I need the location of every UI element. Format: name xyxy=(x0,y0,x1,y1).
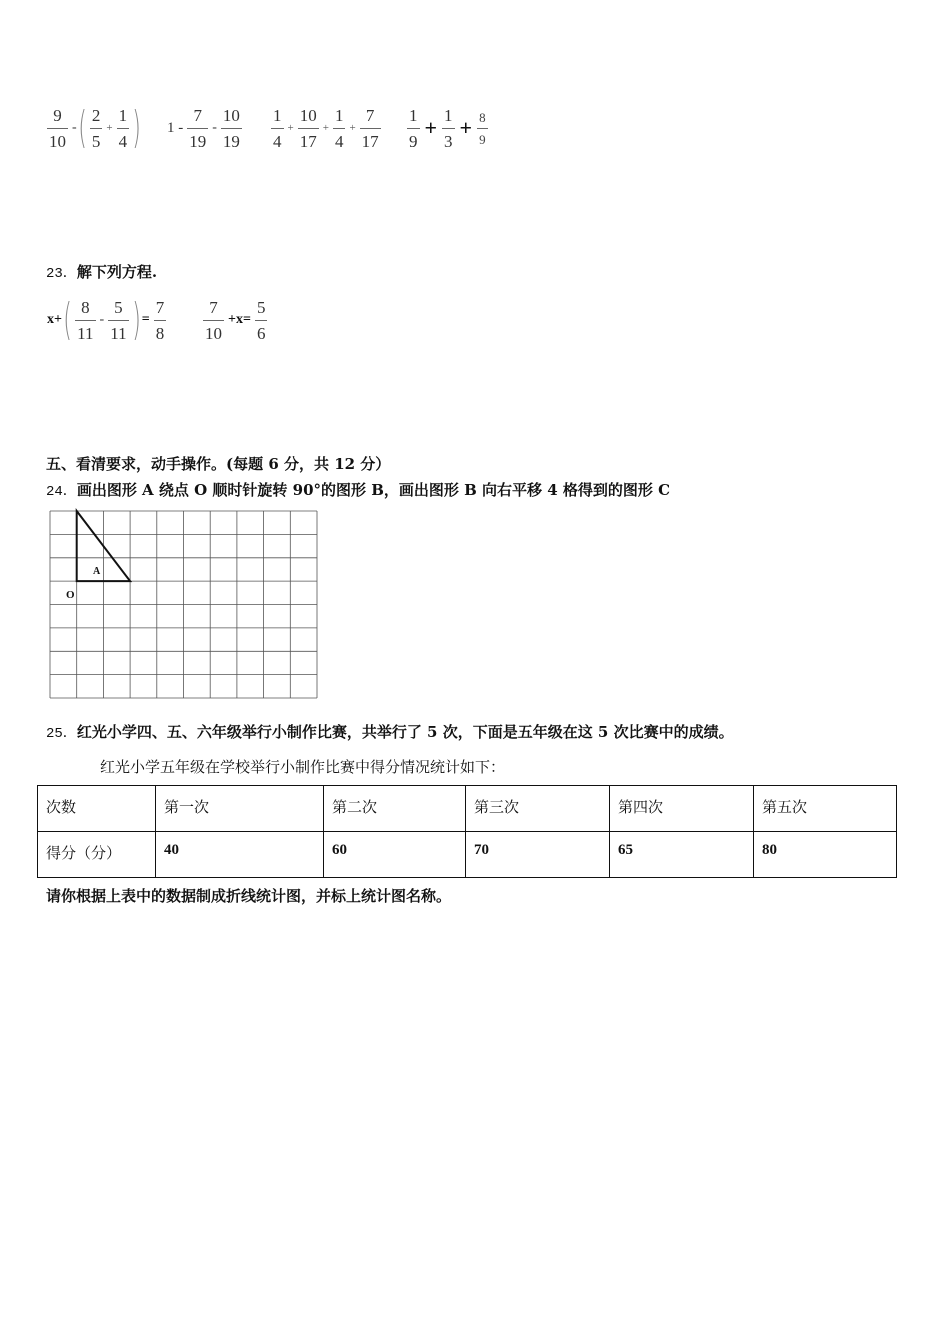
fraction: $\frac{9}{10}$ xyxy=(49,105,66,151)
header-cell: 次数 xyxy=(38,786,156,832)
score-cell: 40 xyxy=(156,832,324,878)
row-label: 得分（分） xyxy=(38,832,156,878)
fraction: $\frac{1}{4}$ xyxy=(273,105,282,151)
expression-1 xyxy=(44,100,141,156)
fraction: $\frac{7}{19}$ xyxy=(189,105,207,151)
minus-sign: - xyxy=(99,312,105,327)
fraction: $\frac{7}{17}$ xyxy=(361,105,379,151)
instruction-text: 请你根据上表中的数据制成折线统计图，并标上统计图名称。 xyxy=(46,887,452,905)
header-cell: 第二次 xyxy=(324,786,466,832)
fraction: $\frac{10}{19}$ xyxy=(222,105,240,151)
header-cell: 第五次 xyxy=(754,786,897,832)
expression-2 xyxy=(166,100,245,156)
question-24-text: 24．画出图形 A 绕点 O 顺时针旋转 90°的图形 B，画出图形 B 向右平移 4 格得到的图形 C xyxy=(46,481,671,500)
right-paren: ) xyxy=(131,294,141,345)
plus-sign: + xyxy=(349,122,356,134)
fraction: $\frac{1}{4}$ xyxy=(334,105,344,151)
table-row xyxy=(38,832,897,878)
plus-x-equals: +x= xyxy=(228,312,251,327)
fraction: $\frac{5}{11}$ xyxy=(110,297,127,343)
table-header-row xyxy=(38,786,897,832)
score-cell: 60 xyxy=(324,832,466,878)
header-cell: 第一次 xyxy=(156,786,324,832)
grid-lines xyxy=(50,511,317,698)
left-paren: ( xyxy=(77,102,87,153)
header-cell: 第四次 xyxy=(610,786,754,832)
fraction: $\frac{5}{6}$ xyxy=(256,297,266,343)
equation-1 xyxy=(46,292,169,348)
fraction: $\frac{8}{11}$ xyxy=(77,297,94,343)
question-25-text: 25．红光小学四、五、六年级举行小制作比赛，共举行了 5 次，下面是五年级在这 5 次比赛中的成绩。 xyxy=(46,723,734,742)
right-paren: ) xyxy=(132,102,141,153)
expression-4 xyxy=(404,100,491,156)
equation-prefix: x+ xyxy=(47,312,62,327)
header-cell: 第三次 xyxy=(466,786,610,832)
expression-3 xyxy=(268,100,384,156)
fraction: $\frac{8}{9}$ xyxy=(479,109,486,147)
question-23-title: 23．解下列方程. xyxy=(46,263,158,282)
section-5-heading: 五、看清要求，动手操作。(每题 6 分，共 12 分） xyxy=(46,455,391,473)
score-cell: 70 xyxy=(466,832,610,878)
fraction: $\frac{1}{9}$ xyxy=(409,105,418,151)
table-caption: 红光小学五年级在学校举行小制作比赛中得分情况统计如下： xyxy=(100,758,506,776)
minus-sign: - xyxy=(72,120,77,135)
score-cell: 65 xyxy=(610,832,754,878)
fraction: $\frac{1}{4}$ xyxy=(118,105,128,151)
plus-sign: + xyxy=(287,122,294,134)
equation-2 xyxy=(200,292,270,348)
equals-sign: = xyxy=(141,312,150,327)
plus-sign: + xyxy=(322,122,329,134)
label-a: A xyxy=(93,566,101,577)
label-o: O xyxy=(66,589,75,601)
scores-table xyxy=(37,785,897,878)
plus-sign: + xyxy=(106,122,113,134)
left-paren: ( xyxy=(63,294,72,345)
minus-sign: - xyxy=(212,120,217,135)
plus-sign: + xyxy=(424,115,438,140)
plus-sign: + xyxy=(459,115,473,140)
fraction: $\frac{2}{5}$ xyxy=(91,105,101,151)
fraction: $\frac{10}{17}$ xyxy=(299,105,317,151)
grid-figure xyxy=(44,508,324,702)
fraction: $\frac{7}{8}$ xyxy=(155,297,165,343)
fraction: $\frac{1}{3}$ xyxy=(444,105,453,151)
score-cell: 80 xyxy=(754,832,897,878)
fraction: $\frac{7}{10}$ xyxy=(205,297,222,343)
one-minus: 1 - xyxy=(167,119,184,136)
